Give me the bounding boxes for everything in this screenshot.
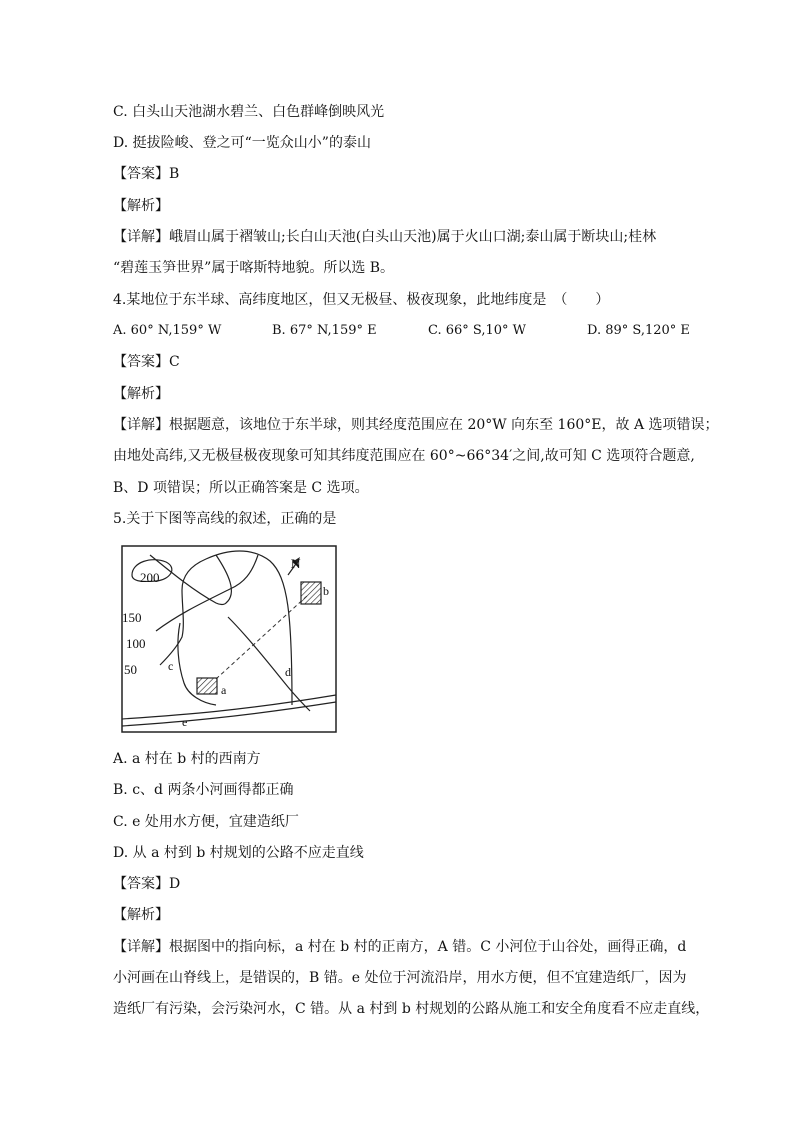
north-label: N	[291, 556, 301, 571]
detail-text: 【详解】根据图中的指向标，a 村在 b 村的正南方，A 错。C 小河位于山谷处，画得正确，d	[113, 939, 687, 955]
contour-label-150: 150	[122, 610, 142, 625]
detail-text: B、D 项错误；所以正确答案是 C 选项。	[113, 480, 369, 496]
river-e-label: e	[182, 715, 188, 729]
river-c-label: c	[168, 659, 174, 673]
answer: 【答案】C	[113, 354, 180, 370]
analysis-label: 【解析】	[113, 907, 169, 923]
option-a: A. a 村在 b 村的西南方	[113, 751, 261, 767]
question-5-stem: 5.关于下图等高线的叙述，正确的是	[113, 511, 337, 527]
question-4-stem: 4.某地位于东半球、高纬度地区，但又无极昼、极夜现象，此地纬度是 （ ）	[113, 292, 610, 308]
detail-text: 小河画在山脊线上，是错误的，B 错。e 处位于河流沿岸，用水方便，但不宜建造纸厂，因为	[113, 970, 687, 986]
village-a-label: a	[221, 683, 227, 697]
detail-text: 【详解】峨眉山属于褶皱山;长白山天池(白头山天池)属于火山口湖;泰山属于断块山;桂林	[113, 229, 657, 245]
contour-label-50: 50	[124, 662, 137, 677]
detail-text: “碧莲玉笋世界”属于喀斯特地貌。所以选 B。	[113, 260, 395, 276]
village-a-marker	[197, 678, 217, 694]
analysis-label: 【解析】	[113, 198, 169, 214]
option-d: D. 从 a 村到 b 村规划的公路不应走直线	[113, 845, 364, 861]
option-d: D. 挺拔险峻、登之可“一览众山小”的泰山	[113, 135, 371, 151]
contour-map-figure	[120, 545, 338, 733]
river-d-label: d	[285, 665, 291, 679]
detail-text: 【详解】根据题意，该地位于东半球，则其经度范围应在 20°W 向东至 160°E，故 A 选项错误；	[113, 417, 719, 433]
option-c: C. 66° S,10° W	[428, 323, 527, 338]
village-b-marker	[301, 582, 321, 604]
option-a: A. 60° N,159° W	[113, 323, 222, 338]
contour-label-200: 200	[140, 570, 160, 585]
option-d: D. 89° S,120° E	[587, 323, 690, 338]
contour-label-100: 100	[126, 636, 146, 651]
detail-text: 由地处高纬,又无极昼极夜现象可知其纬度范围应在 60°~66°34′之间,故可知 C 选项符合题意,	[113, 448, 695, 464]
option-b: B. c、d 两条小河画得都正确	[113, 782, 294, 798]
analysis-label: 【解析】	[113, 386, 169, 402]
contour-map-svg	[120, 545, 338, 733]
village-b-label: b	[323, 584, 329, 598]
option-b: B. 67° N,159° E	[272, 323, 377, 338]
answer: 【答案】B	[113, 166, 180, 182]
answer: 【答案】D	[113, 876, 181, 892]
detail-text: 造纸厂有污染，会污染河水，C 错。从 a 村到 b 村规划的公路从施工和安全角度看不应走直线，	[113, 1001, 710, 1017]
option-c: C. e 处用水方便，宜建造纸厂	[113, 814, 299, 830]
option-c: C. 白头山天池湖水碧兰、白色群峰倒映风光	[113, 104, 385, 120]
